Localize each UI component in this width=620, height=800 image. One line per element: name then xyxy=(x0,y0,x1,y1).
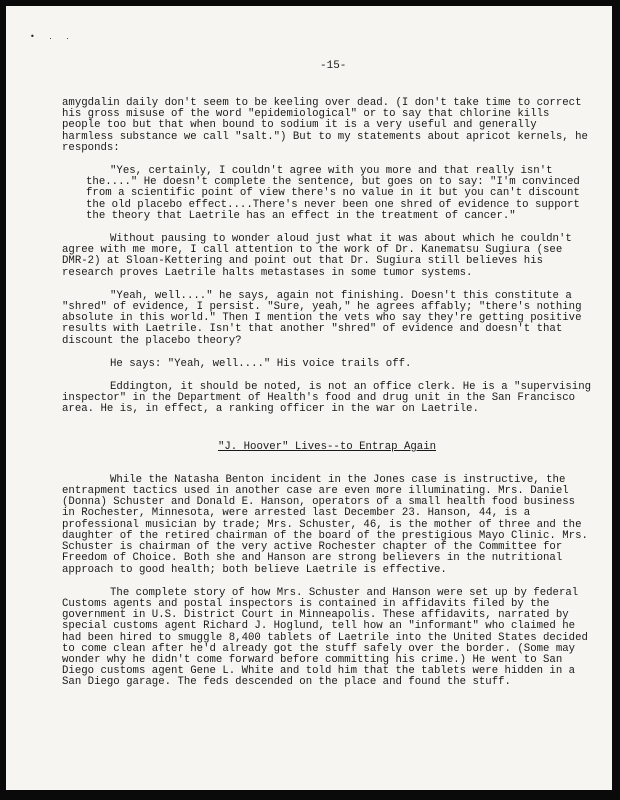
paragraph-yeah-well: "Yeah, well...." he says, again not finishing. Doesn't this constitute a "shred" of evidence, I persist. "Sure, yeah," he agrees affably; "there's nothing absolute in this world." Then I mention the vets who say they're getting positive results with Laetrile. Isn't that another "shred" of evidence and doesn't that discount the placebo theory? xyxy=(62,289,582,347)
paragraph-amygdalin: amygdalin daily don't seem to be keeling over dead. (I don't take time to correct his gross misuse of the word "epidemiological" or to say that chlorine kills people too but that when bound to sodium it is a very useful and generally harmless substance we call "salt.") But to my statements about apricot kernels, he responds: xyxy=(62,97,588,154)
corner-marks: • . . xyxy=(30,32,75,41)
document-body xyxy=(62,98,592,701)
section-heading: "J. Hoover" Lives--to Entrap Again xyxy=(217,440,437,453)
paragraph-eddington-inspector: Eddington, it should be noted, is not an office clerk. He is a "supervising inspector" in the Department of Health's food and drug unit in the San Francisco area. He is, in effect, a ranking officer in the war on Laetrile. xyxy=(62,381,592,416)
paragraph-sugiura: Without pausing to wonder aloud just what it was about which he couldn't agree with me more, I call attention to the work of Dr. Kanematsu Sugiura (see DMR-2) at Sloan-Kettering and point out that Dr. Sugiura still believes his research proves Laetrile halts metastases in some tumor systems. xyxy=(62,233,572,279)
page-number: -15- xyxy=(320,60,347,72)
paragraph-schuster-hanson: While the Natasha Benton incident in the Jones case is instructive, the entrapment tactics used in another case are even more illuminating. Mrs. Daniel (Donna) Schuster and Donald E. Hanson, operators of a small health food business in Rochester, Minnesota, were arrested last December 23. Hanson, 44, is a professional musician by trade; Mrs. Schuster, 46, is the mother of three and the daughter of the retired chairman of the board of the prestigious Mayo Clinic. Mrs. Schuster is chairman of the very active Rochester chapter of the Committee for Freedom of Choice. Both she and Hanson are strong believers in the nutritional approach to good health; both believe Laetrile is effective. xyxy=(62,473,588,576)
document-page xyxy=(6,6,612,790)
quote-eddington: "Yes, certainly, I couldn't agree with you more and that really isn't the...." He doesn't complete the sentence, but goes on to say: "I'm convinced from a scientific point of view there's no value in it but you can't discount the old placebo effect....There's never been one shred of evidence to support the theory that Laetrile has an effect in the treatment of cancer." xyxy=(86,165,580,222)
paragraph-customs-agents: The complete story of how Mrs. Schuster and Hanson were set up by federal Customs agents and postal inspectors is contained in affidavits filed by the government in U.S. District Court in Minneapolis. These affidavits, narrated by special customs agent Richard J. Hoglund, tell how an "informant" who claimed he had been hired to smuggle 8,400 tablets of Laetrile into the United States decided to come clean after he'd already got the stuff safely over the border. (Some may wonder why he didn't come forward before committing his crime.) He went to San Diego customs agent Gene L. White and told him that the tablets were hidden in a San Diego garage. The feds descended on the place and found the stuff. xyxy=(62,586,588,689)
paragraph-voice-trails: He says: "Yeah, well...." His voice trails off. xyxy=(110,357,412,370)
